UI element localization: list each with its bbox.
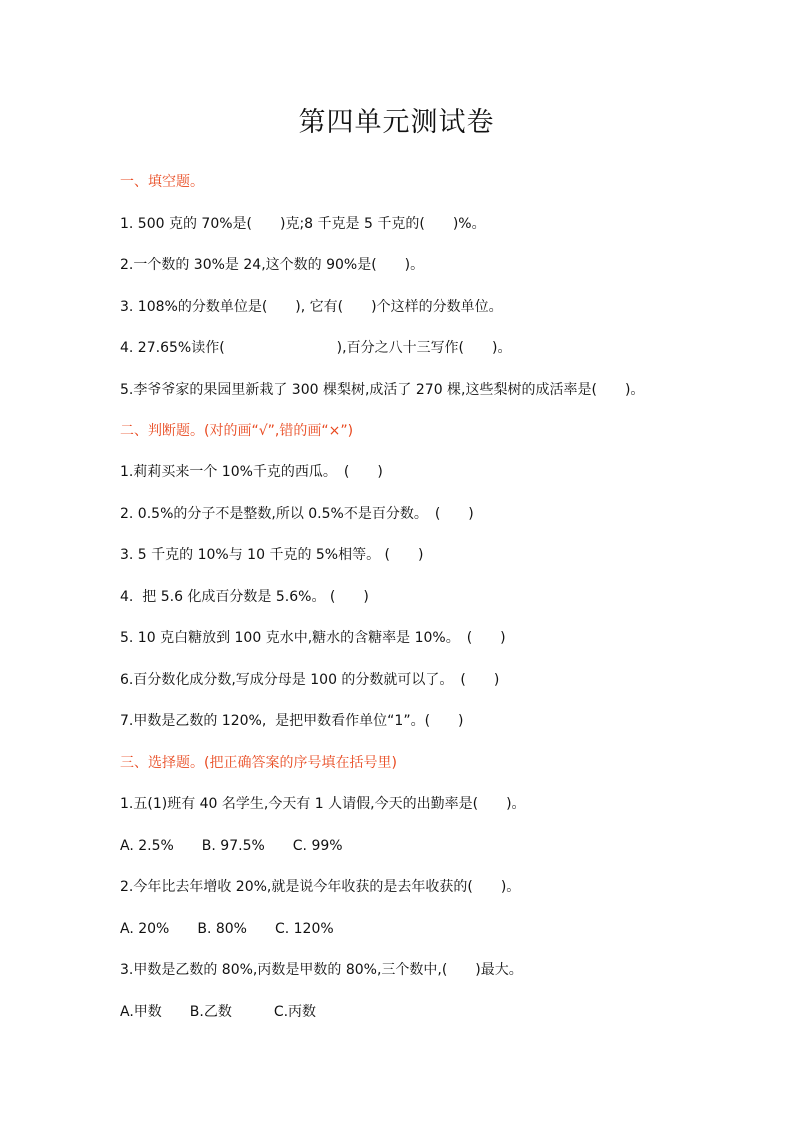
- answer-options: A. 2.5% B. 97.5% C. 99%: [120, 838, 343, 854]
- question-item: 2.今年比去年增收 20%,就是说今年收获的是去年收获的( )。: [120, 879, 521, 895]
- question-item: 2. 0.5%的分子不是整数,所以 0.5%不是百分数。 ( ): [120, 506, 474, 522]
- question-item: 7.甲数是乙数的 120%, 是把甲数看作单位“1”。( ): [120, 713, 464, 729]
- question-item: 3. 108%的分数单位是( ), 它有( )个这样的分数单位。: [120, 299, 503, 315]
- question-item: 1.莉莉买来一个 10%千克的西瓜。 ( ): [120, 464, 383, 480]
- answer-options: A. 20% B. 80% C. 120%: [120, 921, 334, 937]
- question-item: 6.百分数化成分数,写成分母是 100 的分数就可以了。 ( ): [120, 672, 500, 688]
- question-item: 2.一个数的 30%是 24,这个数的 90%是( )。: [120, 257, 425, 273]
- question-item: 5.李爷爷家的果园里新栽了 300 棵梨树,成活了 270 棵,这些梨树的成活率是( )。: [120, 382, 645, 398]
- question-item: 4. 把 5.6 化成百分数是 5.6%。 ( ): [120, 589, 369, 605]
- question-item: 1. 500 克的 70%是( )克;8 千克是 5 千克的( )%。: [120, 216, 486, 232]
- question-item: 4. 27.65%读作( ),百分之八十三写作( )。: [120, 340, 512, 356]
- question-item: 3.甲数是乙数的 80%,丙数是甲数的 80%,三个数中,( )最大。: [120, 962, 523, 978]
- question-item: 1.五(1)班有 40 名学生,今天有 1 人请假,今天的出勤率是( )。: [120, 796, 526, 812]
- section-heading-true-false: 二、判断题。(对的画“√”,错的画“×”): [120, 423, 354, 439]
- question-item: 3. 5 千克的 10%与 10 千克的 5%相等。 ( ): [120, 547, 424, 563]
- question-item: 5. 10 克白糖放到 100 克水中,糖水的含糖率是 10%。 ( ): [120, 630, 506, 646]
- section-heading-fill-blank: 一、填空题。: [120, 174, 204, 190]
- page-title: 第四单元测试卷: [298, 107, 495, 138]
- answer-options: A.甲数 B.乙数 C.丙数: [120, 1004, 317, 1020]
- section-heading-multiple-choice: 三、选择题。(把正确答案的序号填在括号里): [120, 755, 397, 771]
